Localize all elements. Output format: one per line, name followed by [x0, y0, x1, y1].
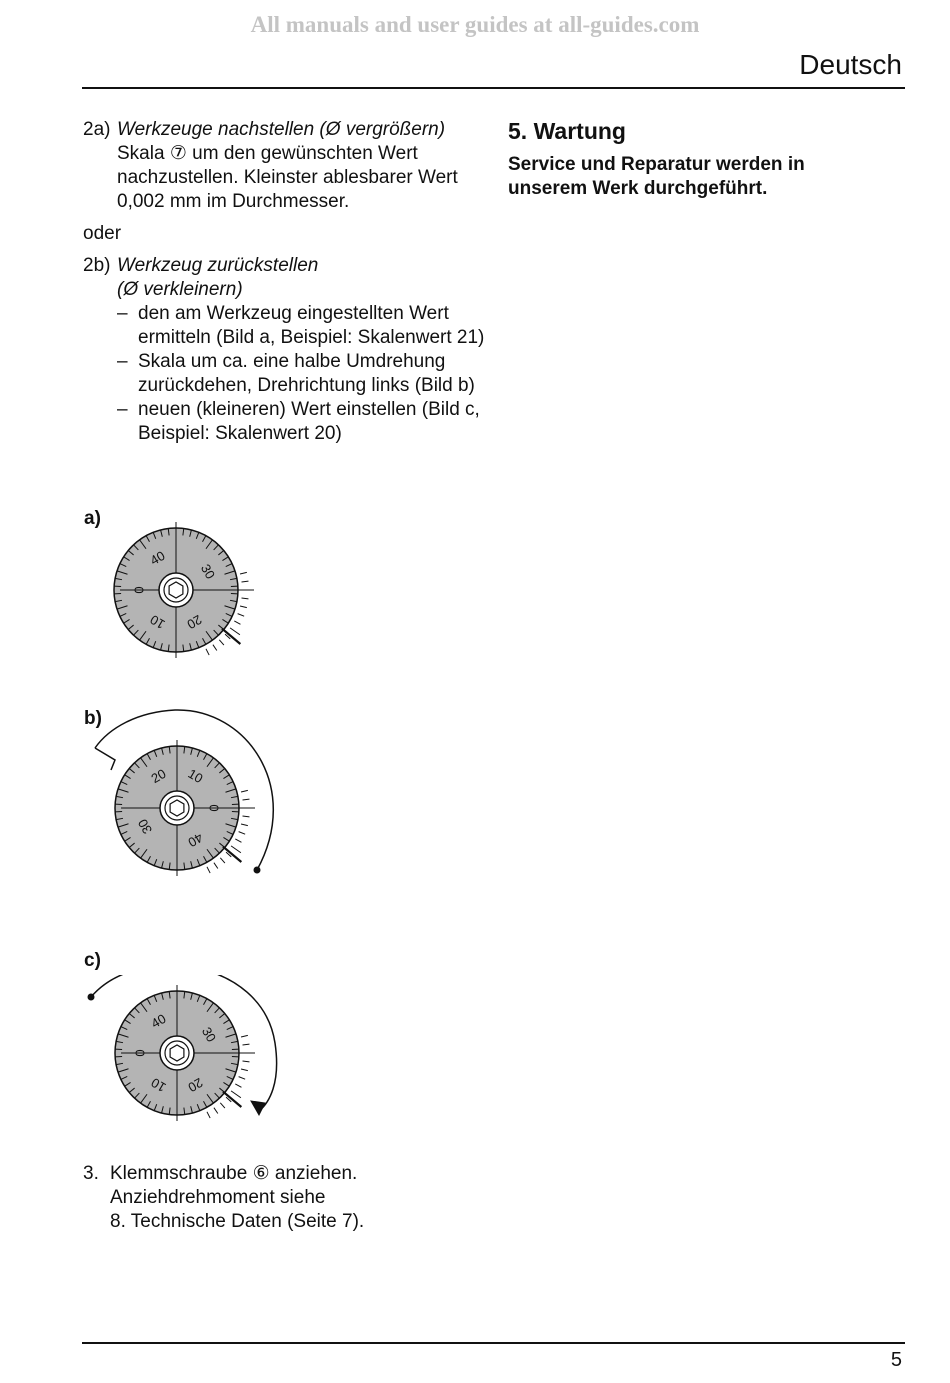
step-3-number: 3.	[83, 1163, 99, 1184]
outer-scale-tick	[240, 572, 247, 574]
outer-scale-tick	[238, 614, 245, 617]
outer-scale-tick	[235, 839, 241, 842]
reference-7: ⑦	[169, 143, 187, 164]
dial-number: 0	[131, 586, 147, 594]
dial-number: 20	[184, 611, 205, 633]
dial-number: 40	[148, 1010, 169, 1032]
step-2b-list	[117, 302, 493, 446]
right-column	[508, 118, 868, 201]
dial-number: 10	[147, 611, 168, 633]
outer-scale-tick	[242, 581, 249, 582]
list-item-text: Skala um ca. eine halbe Umdrehung zurückdehen, Drehrichtung links (Bild b)	[138, 351, 475, 396]
outer-scale-tick	[235, 1084, 241, 1087]
header-rule	[82, 87, 905, 89]
outer-scale-tick	[213, 645, 217, 651]
page-number: 5	[890, 1349, 902, 1371]
dial-number: 10	[148, 1074, 169, 1096]
step-3-text-after-ref: anziehen.	[274, 1163, 358, 1184]
outer-scale-tick	[243, 816, 250, 817]
outer-scale-tick	[243, 799, 250, 800]
figure-c-dial	[80, 975, 290, 1125]
outer-scale-tick	[243, 1061, 250, 1062]
outer-scale-tick	[219, 640, 224, 645]
arrowhead-icon	[95, 748, 115, 770]
outer-scale-tick	[220, 1103, 225, 1108]
step-2a-text-before-ref: Skala	[117, 143, 165, 164]
language-label: Deutsch	[799, 49, 902, 80]
step-2a	[83, 118, 493, 214]
step-2a-number: 2a)	[83, 119, 111, 140]
figure-b-dial	[80, 700, 290, 885]
outer-scale-tick	[239, 1077, 246, 1080]
outer-scale-tick	[241, 790, 248, 792]
outer-scale-tick	[241, 824, 248, 826]
left-column	[83, 118, 493, 446]
list-item	[117, 350, 493, 398]
footer-rule	[82, 1342, 905, 1344]
section-text: Service und Reparatur werden in unserem Werk durchgeführt.	[508, 154, 805, 199]
dial-number: 40	[185, 829, 206, 851]
outer-scale-tick	[240, 606, 247, 608]
dial-number: 0	[132, 1049, 148, 1057]
dial-number: 0	[206, 804, 222, 812]
outer-scale-tick	[206, 649, 209, 655]
outer-scale-tick	[243, 1044, 250, 1045]
step-2b-title-line2: (Ø verkleinern)	[117, 279, 243, 300]
figure-c-label: c)	[84, 950, 101, 971]
outer-scale-tick	[231, 1091, 241, 1098]
dial-number: 20	[185, 1074, 206, 1096]
step-2a-text-after-ref: um den gewünschten Wert nachzustellen. Kleinster ablesbarer Wert 0,002 mm im Durchmesser.	[117, 143, 458, 212]
pointer-mark	[223, 1092, 241, 1107]
dash-bullet: –	[117, 351, 128, 372]
or-text: oder	[83, 223, 122, 244]
hex-socket-icon	[169, 582, 183, 598]
step-2b-number: 2b)	[83, 255, 111, 276]
step-2a-title: Werkzeuge nachstellen (Ø vergrößern)	[117, 119, 446, 140]
list-item-text: neuen (kleineren) Wert einstellen (Bild c, Beispiel: Skalenwert 20)	[138, 399, 480, 444]
outer-scale-tick	[231, 846, 241, 853]
list-item	[117, 398, 493, 446]
dial-number: 40	[147, 547, 168, 569]
dial-number: 30	[134, 816, 156, 837]
figure-b-label: b)	[84, 708, 102, 729]
step-2b	[83, 254, 493, 446]
step-3-text-before-ref: Klemmschraube	[110, 1163, 248, 1184]
outer-scale-tick	[241, 1035, 248, 1037]
outer-scale-tick	[220, 858, 225, 863]
list-item-text: den am Werkzeug eingestellten Wert ermitteln (Bild a, Beispiel: Skalenwert 21)	[138, 303, 485, 348]
figure-a-dial	[80, 508, 280, 668]
hex-socket-icon	[170, 800, 184, 816]
pointer-mark	[222, 629, 240, 644]
outer-scale-tick	[207, 1112, 210, 1118]
hex-socket-icon	[170, 1045, 184, 1061]
pointer-mark	[223, 847, 241, 862]
outer-scale-tick	[207, 867, 210, 873]
step-3-line2: Anziehdrehmoment siehe	[110, 1187, 326, 1208]
dial-number: 20	[148, 765, 169, 787]
step-2b-title-line1: Werkzeug zurückstellen	[117, 255, 319, 276]
list-item	[117, 302, 493, 350]
dial-number: 30	[197, 561, 219, 582]
outer-scale-tick	[234, 621, 240, 624]
outer-scale-tick	[242, 598, 249, 599]
outer-scale-tick	[239, 832, 246, 835]
outer-scale-tick	[214, 863, 218, 869]
outer-scale-tick	[241, 1069, 248, 1071]
dash-bullet: –	[117, 303, 128, 324]
reference-6: ⑥	[252, 1163, 270, 1184]
dial-number: 30	[198, 1024, 220, 1045]
figure-a-label: a)	[84, 508, 101, 529]
watermark-text: All manuals and user guides at all-guides.com	[250, 12, 700, 37]
step-3-line3: 8. Technische Daten (Seite 7).	[110, 1211, 365, 1232]
outer-scale-tick	[214, 1108, 218, 1114]
outer-scale-tick	[230, 628, 240, 635]
section-title: 5. Wartung	[508, 118, 626, 144]
dash-bullet: –	[117, 399, 128, 420]
arrowhead-icon	[251, 1101, 265, 1115]
step-3	[83, 1162, 503, 1234]
dial-number: 10	[185, 765, 206, 787]
